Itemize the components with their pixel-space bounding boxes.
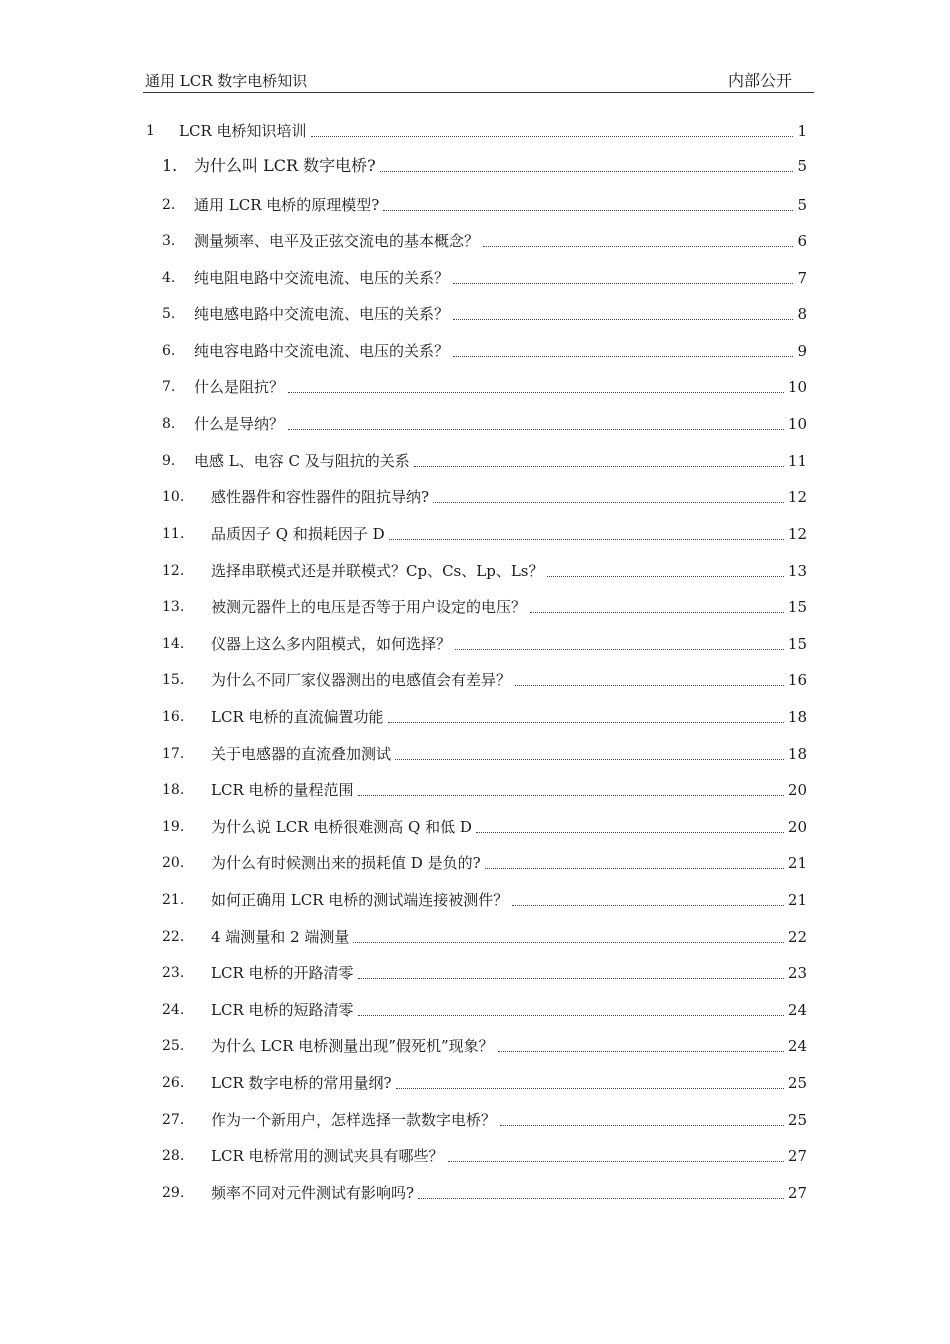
toc-leader-dots xyxy=(483,246,793,247)
header-classification: 内部公开 xyxy=(727,71,792,90)
toc-entry-number: 2. xyxy=(162,197,176,213)
toc-entry[interactable] xyxy=(0,1181,950,1203)
toc-entry[interactable] xyxy=(0,119,950,141)
toc-entry-page: 10 xyxy=(787,415,807,433)
toc-entry[interactable] xyxy=(0,559,950,581)
toc-entry[interactable] xyxy=(0,1108,950,1130)
toc-entry-page: 23 xyxy=(787,964,807,982)
toc-entry[interactable] xyxy=(0,522,950,544)
toc-entry[interactable] xyxy=(0,1034,950,1056)
toc-entry-page: 1 xyxy=(797,122,807,140)
toc-entry[interactable] xyxy=(0,1071,950,1093)
toc-leader-dots xyxy=(547,576,783,577)
toc-entry-page: 11 xyxy=(787,452,807,470)
toc-entry-number: 8. xyxy=(162,416,176,432)
toc-entry-title: 什么是阻抗？ xyxy=(194,378,285,396)
toc-leader-dots xyxy=(414,466,784,467)
toc-entry-page: 5 xyxy=(797,196,807,214)
toc-leader-dots xyxy=(455,649,784,650)
toc-entry[interactable] xyxy=(0,778,950,800)
toc-entry-title: 为什么有时候测出来的损耗值 D 是负的? xyxy=(211,854,481,872)
toc-entry-page: 15 xyxy=(787,635,807,653)
toc-entry-number: 5. xyxy=(162,306,176,322)
toc-leader-dots xyxy=(453,283,793,284)
toc-entry-page: 8 xyxy=(797,305,807,323)
toc-entry-number: 9. xyxy=(162,453,176,469)
toc-entry-page: 21 xyxy=(787,891,807,909)
toc-entry-number: 1 xyxy=(146,123,155,139)
toc-entry-number: 24. xyxy=(162,1002,185,1018)
toc-entry[interactable] xyxy=(0,302,950,324)
toc-leader-dots xyxy=(288,429,784,430)
toc-entry-number: 26. xyxy=(162,1075,185,1091)
toc-entry[interactable] xyxy=(0,632,950,654)
toc-entry[interactable] xyxy=(0,229,950,251)
toc-entry-page: 5 xyxy=(797,157,807,175)
toc-entry-page: 20 xyxy=(787,781,807,799)
toc-leader-dots xyxy=(485,868,784,869)
toc-entry-page: 9 xyxy=(797,342,807,360)
toc-entry-title: 感性器件和容性器件的阻抗导纳? xyxy=(211,488,430,506)
toc-entry-page: 22 xyxy=(787,928,807,946)
toc-entry-number: 22. xyxy=(162,929,185,945)
toc-entry[interactable] xyxy=(0,375,950,397)
toc-entry-title: 为什么 LCR 电桥测量出现”假死机”现象？ xyxy=(211,1037,494,1055)
toc-entry-title: 测量频率、电平及正弦交流电的基本概念？ xyxy=(194,232,480,250)
toc-entry-page: 27 xyxy=(787,1184,807,1202)
toc-entry-page: 24 xyxy=(787,1037,807,1055)
toc-entry[interactable] xyxy=(0,705,950,727)
toc-entry-page: 6 xyxy=(797,232,807,250)
toc-entry-title: 品质因子 Q 和损耗因子 D xyxy=(211,525,385,543)
toc-entry-title: 纯电容电路中交流电流、电压的关系？ xyxy=(194,342,450,360)
toc-entry-title: 什么是导纳？ xyxy=(194,415,285,433)
toc-leader-dots xyxy=(500,1125,784,1126)
toc-entry-number: 29. xyxy=(162,1185,185,1201)
toc-entry[interactable] xyxy=(0,961,950,983)
toc-entry[interactable] xyxy=(0,925,950,947)
toc-leader-dots xyxy=(288,392,784,393)
toc-entry-number: 15. xyxy=(162,672,185,688)
toc-entry-number: 23. xyxy=(162,965,185,981)
toc-entry-title: 选择串联模式还是并联模式？Cp、Cs、Lp、Ls？ xyxy=(211,562,544,580)
toc-entry-title: 电感 L、电容 C 及与阻抗的关系 xyxy=(194,452,410,470)
toc-entry[interactable] xyxy=(0,851,950,873)
toc-leader-dots xyxy=(389,539,784,540)
toc-entry-page: 24 xyxy=(787,1001,807,1019)
toc-entry-number: 16. xyxy=(162,709,185,725)
toc-entry[interactable] xyxy=(0,154,950,176)
toc-entry-number: 28. xyxy=(162,1148,185,1164)
toc-entry-title: 为什么说 LCR 电桥很难测高 Q 和低 D xyxy=(211,818,472,836)
toc-entry-number: 6. xyxy=(162,343,176,359)
toc-entry-page: 10 xyxy=(787,378,807,396)
toc-entry-title: 作为一个新用户，怎样选择一款数字电桥？ xyxy=(211,1111,497,1129)
toc-leader-dots xyxy=(358,795,784,796)
toc-leader-dots xyxy=(383,210,793,211)
toc-entry[interactable] xyxy=(0,998,950,1020)
toc-entry-title: 关于电感器的直流叠加测试 xyxy=(211,745,392,763)
toc-entry[interactable] xyxy=(0,888,950,910)
toc-leader-dots xyxy=(433,502,784,503)
toc-entry-title: 纯电感电路中交流电流、电压的关系？ xyxy=(194,305,450,323)
toc-leader-dots xyxy=(396,1088,784,1089)
toc-leader-dots xyxy=(453,356,793,357)
toc-entry-page: 25 xyxy=(787,1111,807,1129)
toc-entry-page: 13 xyxy=(787,562,807,580)
toc-entry-title: LCR 电桥的开路清零 xyxy=(211,964,354,982)
toc-leader-dots xyxy=(448,1161,784,1162)
toc-entry-number: 4. xyxy=(162,270,176,286)
toc-entry-title: LCR 电桥的短路清零 xyxy=(211,1001,354,1019)
toc-entry-page: 16 xyxy=(787,671,807,689)
toc-entry-number: 17. xyxy=(162,746,185,762)
toc-entry-number: 1. xyxy=(162,156,178,175)
toc-entry-number: 13. xyxy=(162,599,185,615)
toc-entry-page: 12 xyxy=(787,525,807,543)
toc-leader-dots xyxy=(418,1198,784,1199)
toc-leader-dots xyxy=(530,612,784,613)
toc-entry-title: 4 端测量和 2 端测量 xyxy=(211,928,350,946)
toc-entry[interactable] xyxy=(0,449,950,471)
toc-entry-page: 18 xyxy=(787,745,807,763)
toc-entry-title: 纯电阻电路中交流电流、电压的关系？ xyxy=(194,269,450,287)
toc-entry-number: 18. xyxy=(162,782,185,798)
toc-entry-title: LCR 电桥常用的测试夹具有哪些？ xyxy=(211,1147,444,1165)
toc-entry-title: 频率不同对元件测试有影响吗? xyxy=(211,1184,415,1202)
toc-entry-title: LCR 电桥的直流偏置功能 xyxy=(211,708,384,726)
toc-entry-page: 15 xyxy=(787,598,807,616)
toc-entry[interactable] xyxy=(0,595,950,617)
toc-entry-page: 12 xyxy=(787,488,807,506)
toc-entry-page: 27 xyxy=(787,1147,807,1165)
toc-entry[interactable] xyxy=(0,742,950,764)
toc-leader-dots xyxy=(476,832,784,833)
toc-leader-dots xyxy=(453,319,793,320)
header-document-title: 通用 LCR 数字电桥知识 xyxy=(145,72,308,90)
toc-entry[interactable] xyxy=(0,266,950,288)
toc-entry-page: 7 xyxy=(797,269,807,287)
toc-entry-title: LCR 电桥知识培训 xyxy=(179,122,307,140)
toc-entry[interactable] xyxy=(0,1144,950,1166)
toc-entry-number: 7. xyxy=(162,379,176,395)
toc-entry-number: 27. xyxy=(162,1112,185,1128)
toc-entry-number: 12. xyxy=(162,563,185,579)
toc-entry-number: 21. xyxy=(162,892,185,908)
toc-entry-number: 14. xyxy=(162,636,185,652)
toc-entry-number: 3. xyxy=(162,233,176,249)
toc-entry-title: 被测元器件上的电压是否等于用户设定的电压？ xyxy=(211,598,527,616)
toc-leader-dots xyxy=(498,1051,784,1052)
toc-leader-dots xyxy=(515,685,784,686)
toc-entry-number: 11. xyxy=(162,526,185,542)
toc-leader-dots xyxy=(388,722,784,723)
toc-entry-title: 仪器上这么多内阻模式，如何选择？ xyxy=(211,635,452,653)
toc-entry-title: LCR 电桥的量程范围 xyxy=(211,781,354,799)
toc-entry[interactable] xyxy=(0,485,950,507)
toc-entry-number: 10. xyxy=(162,489,185,505)
toc-entry-number: 25. xyxy=(162,1038,185,1054)
page-header xyxy=(143,70,814,93)
toc-entry-title: 为什么不同厂家仪器测出的电感值会有差异？ xyxy=(211,671,512,689)
toc-entry-title: 通用 LCR 电桥的原理模型? xyxy=(194,196,380,214)
toc-entry-title: LCR 数字电桥的常用量纲? xyxy=(211,1074,392,1092)
toc-entry-title: 为什么叫 LCR 数字电桥? xyxy=(194,156,376,175)
toc-leader-dots xyxy=(380,171,794,172)
toc-entry-title: 如何正确用 LCR 电桥的测试端连接被测件？ xyxy=(211,891,509,909)
toc-entry-page: 18 xyxy=(787,708,807,726)
toc-entry-number: 19. xyxy=(162,819,185,835)
toc-leader-dots xyxy=(395,759,784,760)
toc-leader-dots xyxy=(512,905,784,906)
toc-entry-page: 21 xyxy=(787,854,807,872)
toc-entry[interactable] xyxy=(0,412,950,434)
toc-entry[interactable] xyxy=(0,193,950,215)
toc-leader-dots xyxy=(311,136,794,137)
toc-entry[interactable] xyxy=(0,339,950,361)
toc-entry[interactable] xyxy=(0,815,950,837)
toc-leader-dots xyxy=(353,942,784,943)
toc-entry-page: 20 xyxy=(787,818,807,836)
toc-leader-dots xyxy=(358,1015,784,1016)
toc-entry[interactable] xyxy=(0,668,950,690)
toc-entry-page: 25 xyxy=(787,1074,807,1092)
toc-leader-dots xyxy=(358,978,784,979)
toc-entry-number: 20. xyxy=(162,855,185,871)
